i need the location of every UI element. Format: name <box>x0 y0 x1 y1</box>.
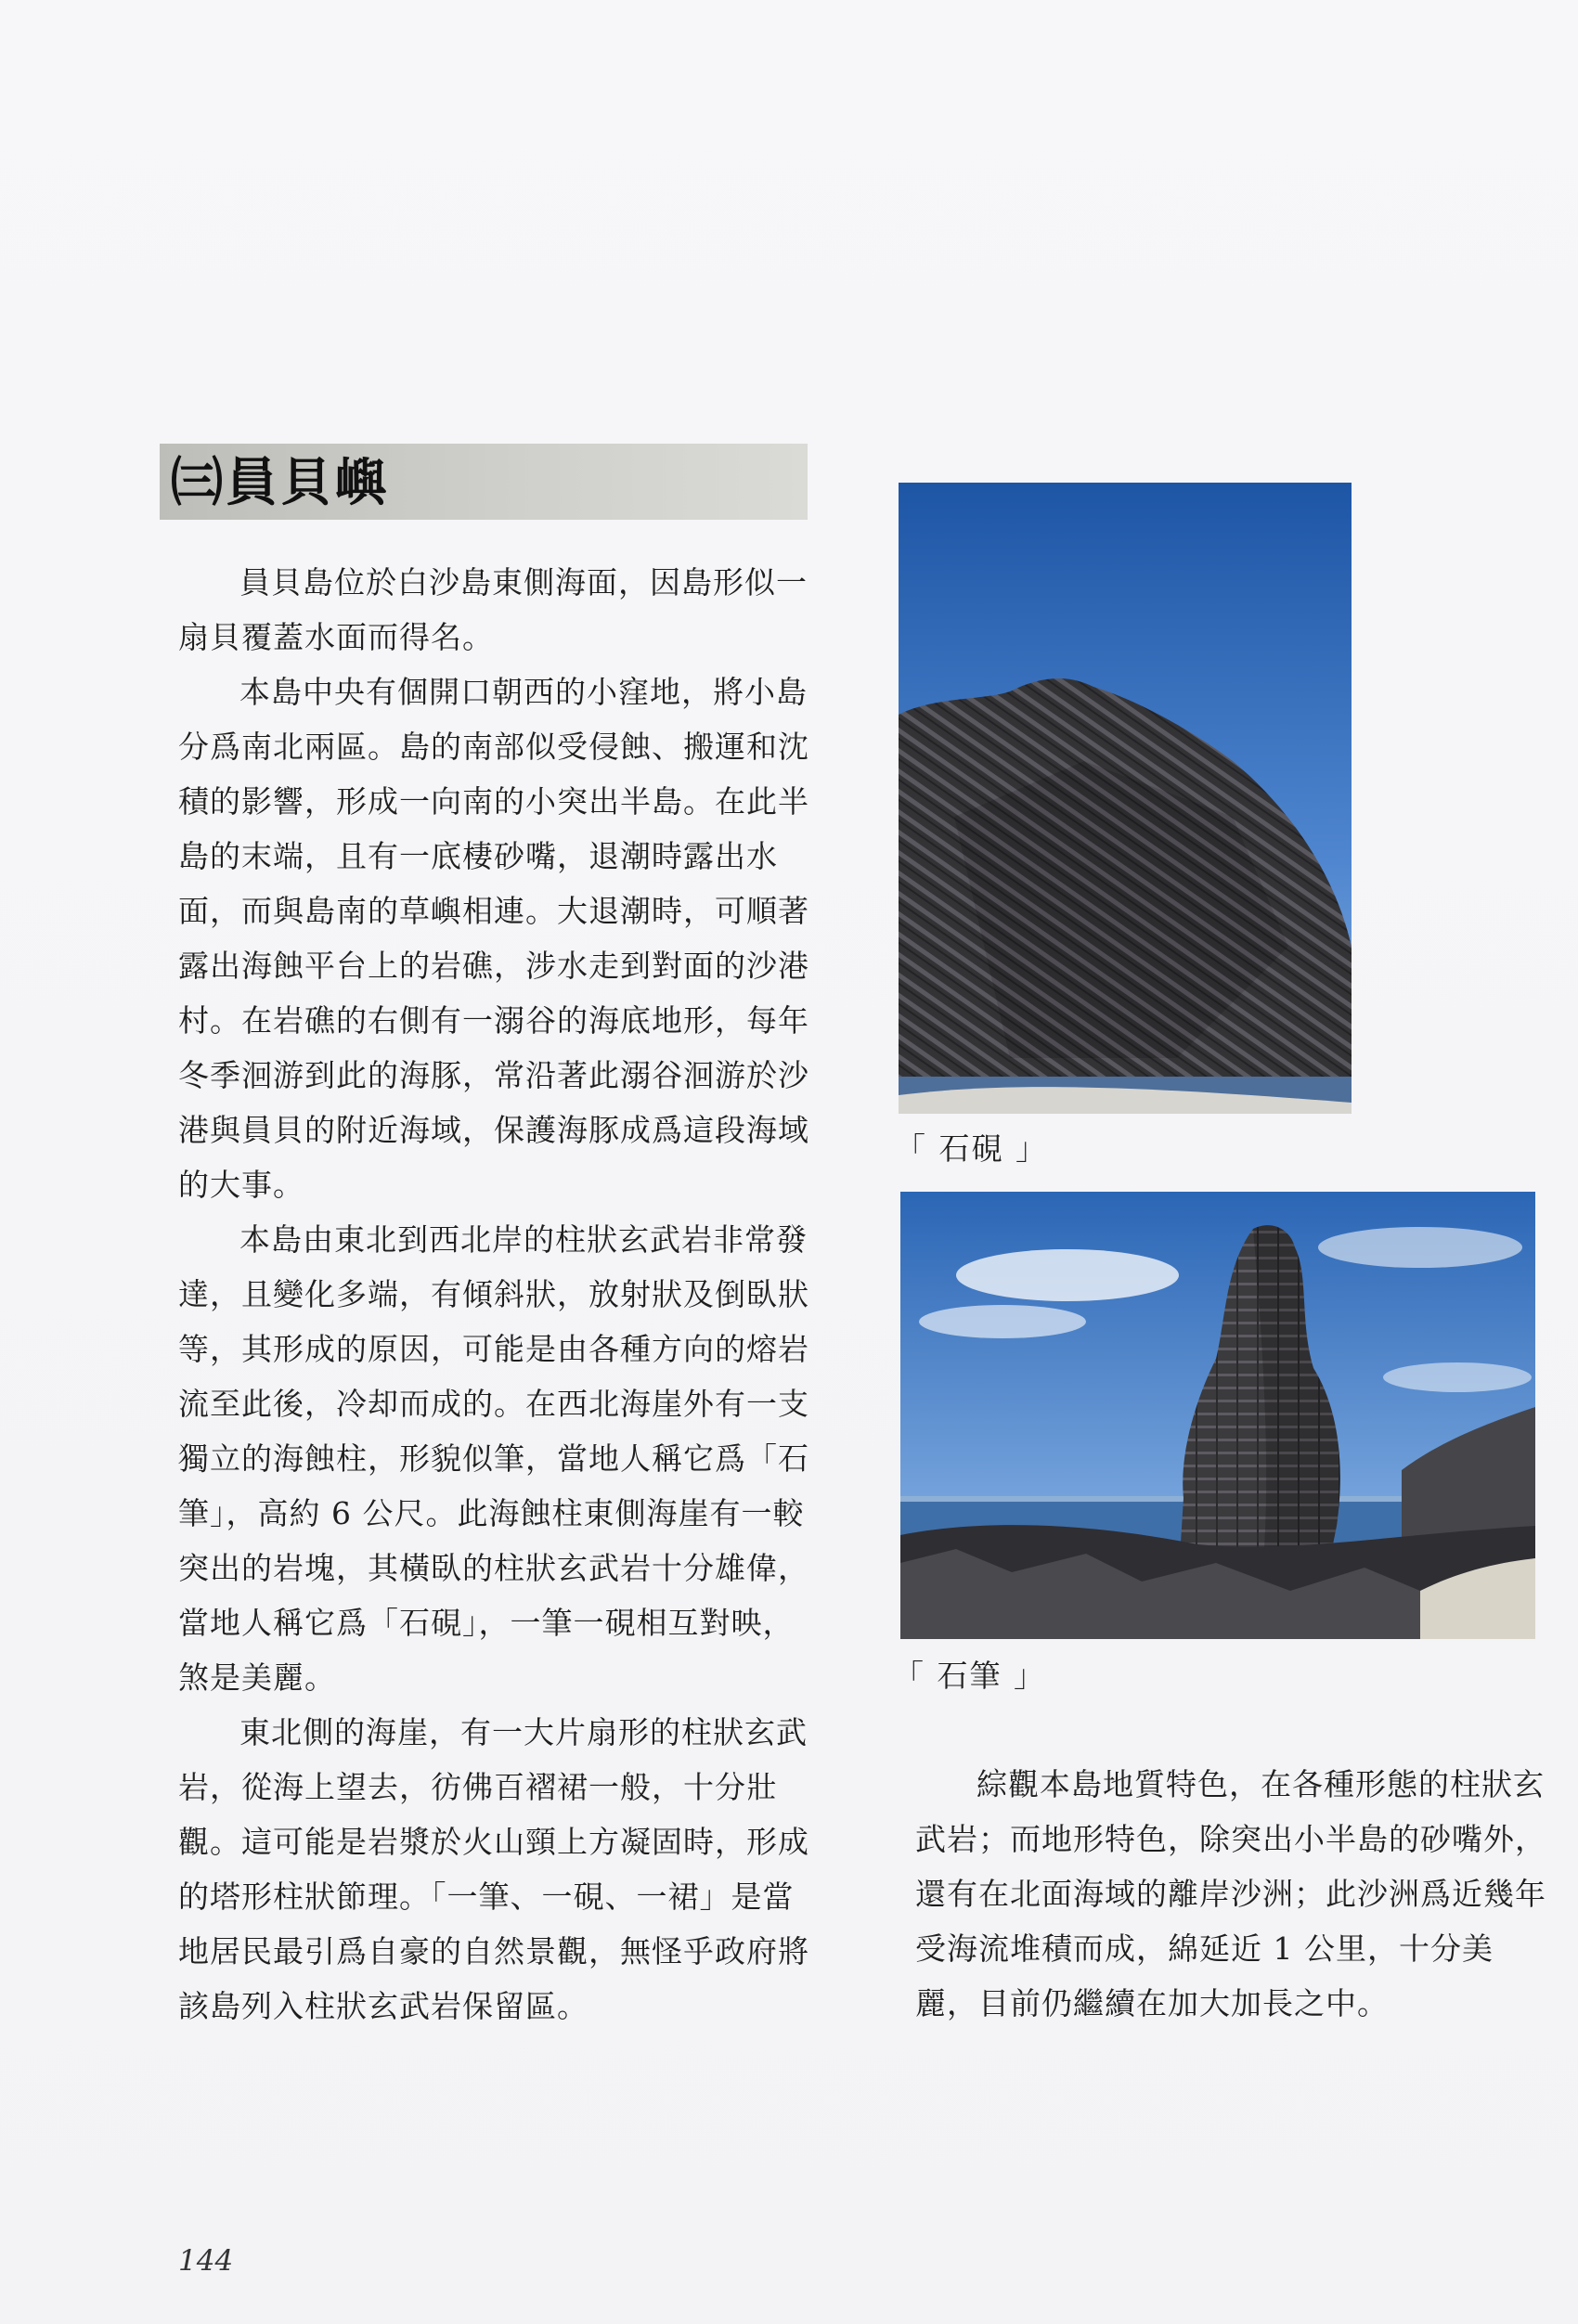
page-number: 144 <box>178 2244 234 2278</box>
left-text-column <box>178 555 819 2034</box>
inkstone-rock-illustration <box>899 483 1352 1114</box>
paragraph-3: 本島由東北到西北岸的柱狀玄武岩非常發達，且變化多端，有傾斜狀，放射狀及倒臥狀等，其形成的原因，可能是由各種方向的熔岩流至此後，冷却而成的。在西北海崖外有一支獨立的海蝕柱，形貌似筆，當地人稱它爲「石筆」，高約 6 公尺。此海蝕柱東側海崖有一較突出的岩塊，其橫臥的柱狀玄武岩十分雄偉，當地人稱它爲「石硯」，一筆一硯相互對映，煞是美麗。 <box>178 1221 809 1696</box>
photo-caption-inkstone: 「 石硯 」 <box>895 1130 1048 1167</box>
paragraph-2: 本島中央有個開口朝西的小窪地，將小島分爲南北兩區。島的南部似受侵蝕、搬運和沈積的影響，形成一向南的小突出半島。在此半島的末端，且有一底棲砂嘴，退潮時露出水面，而與島南的草嶼相連。大退潮時，可順著露出海蝕平台上的岩礁，涉水走到對面的沙港村。在岩礁的右側有一溺谷的海底地形，每年冬季洄游到此的海豚，常沿著此溺谷洄游於沙港與員貝的附近海域，保護海豚成爲這段海域的大事。 <box>178 674 809 1203</box>
photo-inkstone-rock <box>899 483 1352 1114</box>
photo-caption-stone-pen: 「 石筆 」 <box>893 1658 1046 1694</box>
paragraph-4: 東北側的海崖，有一大片扇形的柱狀玄武岩，從海上望去，彷佛百褶裙一般，十分壯觀。這可能是岩漿於火山頸上方凝固時，形成的塔形柱狀節理。「一筆、一硯、一裙」是當地居民最引爲自豪的自然景觀，無怪乎政府將該島列入柱狀玄武岩保留區。 <box>178 1714 809 2024</box>
summary-paragraph: 綜觀本島地質特色，在各種形態的柱狀玄武岩；而地形特色，除突出小半島的砂嘴外，還有在北面海域的離岸沙洲；此沙洲爲近幾年受海流堆積而成，綿延近 1 公里，十分美麗，目前仍繼續在加大加長之中。 <box>915 1766 1546 2021</box>
right-text-column <box>915 1757 1546 2031</box>
stone-pen-illustration <box>900 1192 1535 1639</box>
photo-stone-pen <box>900 1192 1535 1639</box>
paragraph-1: 員貝島位於白沙島東側海面，因島形似一扇貝覆蓋水面而得名。 <box>178 564 808 655</box>
section-heading: ㈢員貝嶼 <box>171 453 390 513</box>
